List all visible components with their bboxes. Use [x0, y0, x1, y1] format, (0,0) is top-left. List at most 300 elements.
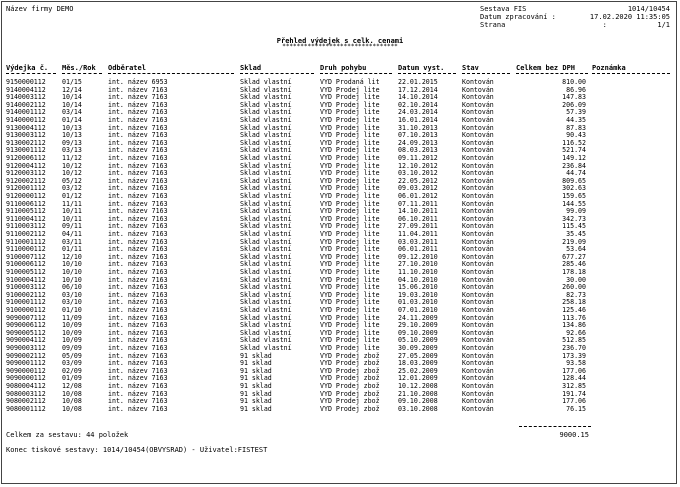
cell-vydejka: 9140002112 — [6, 100, 46, 109]
cell-datum: 24.09.2013 — [398, 138, 438, 147]
cell-datum: 18.03.2009 — [398, 359, 438, 368]
cell-datum: 25.02.2009 — [398, 366, 438, 375]
cell-celkem: 177.06 — [562, 366, 586, 375]
cell-datum: 06.01.2012 — [398, 192, 438, 200]
cell-datum: 09.12.2010 — [398, 252, 438, 261]
cell-datum: 15.06.2010 — [398, 283, 438, 292]
report-title: Přehled výdejek s celk. cenami — [276, 37, 404, 45]
cell-celkem: 93.58 — [566, 359, 586, 368]
col-header-sklad: Sklad — [240, 64, 262, 72]
total-label: Celkem za sestavu: 44 položek — [6, 431, 129, 439]
cell-datum: 27.10.2010 — [398, 260, 438, 269]
cell-druh-pohybu: VYD Prodej lite — [320, 161, 380, 170]
cell-sklad: 91 sklad — [240, 382, 272, 390]
cell-odberatel: int. název 7163 — [108, 366, 168, 375]
cell-stav: Kontován — [462, 108, 494, 117]
page-value: : 1/1 — [602, 21, 670, 29]
cell-celkem: 144.55 — [562, 199, 586, 208]
cell-vydejka: 9100006112 — [6, 260, 46, 269]
cell-odberatel: int. název 7163 — [108, 336, 168, 345]
cell-stav: Kontován — [462, 260, 494, 269]
cell-mes-rok: 10/11 — [62, 214, 82, 223]
cell-sklad: Sklad vlastní — [240, 93, 292, 102]
cell-mes-rok: 05/09 — [62, 351, 82, 360]
cell-odberatel: int. název 7163 — [108, 222, 168, 231]
cell-mes-rok: 12/14 — [62, 85, 82, 94]
col-header-stav: Stav — [462, 64, 479, 72]
cell-vydejka: 9130001112 — [6, 146, 46, 155]
cell-mes-rok: 10/10 — [62, 268, 82, 276]
cell-datum: 24.03.2014 — [398, 108, 438, 117]
cell-celkem: 236.70 — [562, 344, 586, 352]
cell-stav: Kontován — [462, 230, 494, 238]
cell-odberatel: int. název 7163 — [108, 351, 168, 360]
cell-sklad: 91 sklad — [240, 366, 272, 375]
cell-vydejka: 9140001112 — [6, 108, 46, 117]
cell-datum: 24.11.2009 — [398, 313, 438, 322]
cell-druh-pohybu: VYD Prodej lite — [320, 108, 380, 117]
cell-sklad: Sklad vlastní — [240, 328, 292, 337]
cell-celkem: 809.65 — [562, 176, 586, 185]
cell-sklad: Sklad vlastní — [240, 131, 292, 140]
cell-stav: Kontován — [462, 397, 494, 406]
cell-sklad: Sklad vlastní — [240, 298, 292, 307]
cell-celkem: 258.18 — [562, 298, 586, 307]
cell-druh-pohybu: VYD Prodej lite — [320, 313, 380, 322]
cell-druh-pohybu: VYD Prodej lite — [320, 321, 380, 330]
cell-sklad: Sklad vlastní — [240, 199, 292, 208]
cell-celkem: 90.43 — [566, 131, 586, 140]
cell-druh-pohybu: VYD Prodej lite — [320, 192, 380, 200]
cell-stav: Kontován — [462, 78, 494, 86]
cell-datum: 27.05.2009 — [398, 351, 438, 360]
cell-stav: Kontován — [462, 138, 494, 147]
cell-mes-rok: 10/10 — [62, 275, 82, 284]
cell-mes-rok: 05/12 — [62, 176, 82, 185]
cell-sklad: 91 sklad — [240, 404, 272, 413]
header-rule — [516, 73, 588, 74]
cell-druh-pohybu: VYD Prodej zbož — [320, 404, 380, 413]
cell-sklad: Sklad vlastní — [240, 245, 292, 254]
cell-datum: 22.05.2012 — [398, 176, 438, 185]
processing-date-label: Datum zpracování : — [480, 13, 556, 21]
cell-sklad: Sklad vlastní — [240, 290, 292, 299]
cell-druh-pohybu: VYD Prodej lite — [320, 169, 380, 178]
cell-vydejka: 9110003112 — [6, 222, 46, 231]
cell-odberatel: int. název 7163 — [108, 176, 168, 185]
cell-celkem: 177.06 — [562, 397, 586, 406]
cell-stav: Kontován — [462, 116, 494, 124]
cell-odberatel: int. název 7163 — [108, 268, 168, 276]
cell-druh-pohybu: VYD Prodej lite — [320, 176, 380, 185]
cell-celkem: 236.84 — [562, 161, 586, 170]
cell-druh-pohybu: VYD Prodej zbož — [320, 382, 380, 390]
col-header-odberatel: Odběratel — [108, 64, 146, 72]
cell-celkem: 44.74 — [566, 169, 586, 178]
cell-datum: 03.10.2008 — [398, 404, 438, 413]
cell-sklad: Sklad vlastní — [240, 306, 292, 314]
cell-mes-rok: 12/08 — [62, 382, 82, 390]
cell-odberatel: int. název 7163 — [108, 374, 168, 383]
cell-celkem: 302.63 — [562, 184, 586, 193]
cell-vydejka: 9100005112 — [6, 268, 46, 276]
cell-celkem: 113.76 — [562, 313, 586, 322]
cell-stav: Kontován — [462, 321, 494, 330]
cell-stav: Kontován — [462, 184, 494, 193]
cell-vydejka: 9090006112 — [6, 321, 46, 330]
cell-vydejka: 9140004112 — [6, 85, 46, 94]
cell-datum: 14.10.2014 — [398, 93, 438, 102]
cell-druh-pohybu: VYD Prodej lite — [320, 336, 380, 345]
total-value: 9000.15 — [559, 431, 589, 439]
cell-celkem: 173.39 — [562, 351, 586, 360]
cell-celkem: 512.85 — [562, 336, 586, 345]
cell-datum: 09.11.2012 — [398, 154, 438, 162]
cell-druh-pohybu: VYD Prodej lite — [320, 123, 380, 132]
cell-celkem: 178.18 — [562, 268, 586, 276]
cell-odberatel: int. název 7163 — [108, 245, 168, 254]
cell-odberatel: int. název 7163 — [108, 85, 168, 94]
cell-datum: 27.09.2011 — [398, 222, 438, 231]
cell-stav: Kontován — [462, 351, 494, 360]
cell-sklad: Sklad vlastní — [240, 116, 292, 124]
cell-vydejka: 9100002112 — [6, 290, 46, 299]
cell-druh-pohybu: VYD Prodej lite — [320, 306, 380, 314]
cell-stav: Kontován — [462, 222, 494, 231]
cell-druh-pohybu: VYD Prodej zbož — [320, 359, 380, 368]
col-header-poznamka: Poznámka — [592, 64, 626, 72]
cell-odberatel: int. název 7163 — [108, 389, 168, 398]
company-name: Název firmy DEMO — [6, 5, 74, 13]
cell-odberatel: int. název 7163 — [108, 359, 168, 368]
cell-stav: Kontován — [462, 366, 494, 375]
cell-celkem: 147.83 — [562, 93, 586, 102]
cell-mes-rok: 10/11 — [62, 207, 82, 216]
cell-celkem: 312.85 — [562, 382, 586, 390]
cell-odberatel: int. název 6953 — [108, 78, 168, 86]
cell-vydejka: 9100007112 — [6, 252, 46, 261]
cell-vydejka: 9090004112 — [6, 336, 46, 345]
cell-sklad: Sklad vlastní — [240, 176, 292, 185]
cell-odberatel: int. název 7163 — [108, 192, 168, 200]
cell-mes-rok: 01/14 — [62, 116, 82, 124]
cell-druh-pohybu: VYD Prodej lite — [320, 290, 380, 299]
cell-celkem: 76.15 — [566, 404, 586, 413]
cell-vydejka: 9150000112 — [6, 78, 46, 86]
cell-odberatel: int. název 7163 — [108, 93, 168, 102]
cell-sklad: Sklad vlastní — [240, 313, 292, 322]
cell-odberatel: int. název 7163 — [108, 237, 168, 246]
cell-datum: 16.01.2014 — [398, 116, 438, 124]
cell-celkem: 82.73 — [566, 290, 586, 299]
cell-stav: Kontován — [462, 123, 494, 132]
cell-vydejka: 9120001112 — [6, 184, 46, 193]
cell-druh-pohybu: VYD Prodej lite — [320, 252, 380, 261]
cell-datum: 30.09.2009 — [398, 344, 438, 352]
cell-vydejka: 9110002112 — [6, 230, 46, 238]
cell-datum: 07.10.2013 — [398, 131, 438, 140]
cell-mes-rok: 04/11 — [62, 230, 82, 238]
cell-odberatel: int. název 7163 — [108, 100, 168, 109]
cell-celkem: 57.39 — [566, 108, 586, 117]
col-header-mes-rok: Měs./Rok — [62, 64, 96, 72]
cell-vydejka: 9130004112 — [6, 123, 46, 132]
cell-celkem: 125.46 — [562, 306, 586, 314]
cell-sklad: Sklad vlastní — [240, 336, 292, 345]
cell-odberatel: int. název 7163 — [108, 146, 168, 155]
cell-druh-pohybu: VYD Prodej zbož — [320, 389, 380, 398]
cell-celkem: 219.09 — [562, 237, 586, 246]
cell-vydejka: 9100001112 — [6, 298, 46, 307]
cell-odberatel: int. název 7163 — [108, 131, 168, 140]
col-header-druh-pohybu: Druh pohybu — [320, 64, 367, 72]
cell-druh-pohybu: VYD Prodej lite — [320, 275, 380, 284]
cell-mes-rok: 10/08 — [62, 389, 82, 398]
cell-vydejka: 9090002112 — [6, 351, 46, 360]
col-header-datum: Datum vyst. — [398, 64, 445, 72]
cell-odberatel: int. název 7163 — [108, 116, 168, 124]
cell-mes-rok: 09/13 — [62, 138, 82, 147]
cell-datum: 09.10.2008 — [398, 397, 438, 406]
cell-sklad: Sklad vlastní — [240, 108, 292, 117]
cell-datum: 07.01.2010 — [398, 306, 438, 314]
cell-mes-rok: 09/09 — [62, 344, 82, 352]
cell-mes-rok: 11/11 — [62, 199, 82, 208]
cell-odberatel: int. název 7163 — [108, 275, 168, 284]
cell-sklad: Sklad vlastní — [240, 260, 292, 269]
cell-sklad: Sklad vlastní — [240, 161, 292, 170]
cell-sklad: 91 sklad — [240, 374, 272, 383]
cell-stav: Kontován — [462, 313, 494, 322]
cell-datum: 14.10.2011 — [398, 207, 438, 216]
cell-odberatel: int. název 7163 — [108, 154, 168, 162]
cell-stav: Kontován — [462, 199, 494, 208]
cell-vydejka: 9120002112 — [6, 176, 46, 185]
cell-datum: 06.01.2011 — [398, 245, 438, 254]
cell-mes-rok: 09/11 — [62, 222, 82, 231]
cell-odberatel: int. název 7163 — [108, 344, 168, 352]
cell-celkem: 149.12 — [562, 154, 586, 162]
cell-mes-rok: 03/10 — [62, 290, 82, 299]
cell-vydejka: 9080004112 — [6, 382, 46, 390]
cell-sklad: Sklad vlastní — [240, 275, 292, 284]
header-rule — [62, 73, 102, 74]
cell-stav: Kontován — [462, 382, 494, 390]
cell-stav: Kontován — [462, 237, 494, 246]
cell-vydejka: 9080001112 — [6, 404, 46, 413]
cell-vydejka: 9090003112 — [6, 344, 46, 352]
cell-druh-pohybu: VYD Prodej lite — [320, 214, 380, 223]
cell-datum: 21.10.2008 — [398, 389, 438, 398]
cell-druh-pohybu: VYD Prodej lite — [320, 154, 380, 162]
report-id-label: Sestava FIS — [480, 5, 527, 13]
cell-odberatel: int. název 7163 — [108, 328, 168, 337]
cell-sklad: Sklad vlastní — [240, 138, 292, 147]
cell-celkem: 260.00 — [562, 283, 586, 292]
cell-odberatel: int. název 7163 — [108, 306, 168, 314]
cell-sklad: Sklad vlastní — [240, 283, 292, 292]
cell-druh-pohybu: VYD Prodej lite — [320, 222, 380, 231]
cell-druh-pohybu: VYD Prodej lite — [320, 100, 380, 109]
cell-stav: Kontován — [462, 336, 494, 345]
cell-mes-rok: 10/08 — [62, 404, 82, 413]
cell-odberatel: int. název 7163 — [108, 260, 168, 269]
cell-sklad: 91 sklad — [240, 359, 272, 368]
cell-odberatel: int. název 7163 — [108, 313, 168, 322]
cell-stav: Kontován — [462, 275, 494, 284]
cell-sklad: Sklad vlastní — [240, 268, 292, 276]
header-rule — [462, 73, 510, 74]
cell-mes-rok: 01/09 — [62, 374, 82, 383]
cell-stav: Kontován — [462, 207, 494, 216]
cell-sklad: 91 sklad — [240, 351, 272, 360]
cell-sklad: Sklad vlastní — [240, 146, 292, 155]
header-rule — [398, 73, 456, 74]
cell-celkem: 30.00 — [566, 275, 586, 284]
cell-datum: 29.10.2009 — [398, 321, 438, 330]
cell-mes-rok: 01/10 — [62, 306, 82, 314]
cell-mes-rok: 01/12 — [62, 192, 82, 200]
cell-datum: 11.10.2010 — [398, 268, 438, 276]
cell-datum: 05.10.2009 — [398, 336, 438, 345]
cell-stav: Kontován — [462, 404, 494, 413]
cell-vydejka: 9120003112 — [6, 169, 46, 178]
cell-vydejka: 9100004112 — [6, 275, 46, 284]
cell-stav: Kontován — [462, 169, 494, 178]
cell-datum: 03.10.2012 — [398, 169, 438, 178]
cell-odberatel: int. název 7163 — [108, 397, 168, 406]
cell-vydejka: 9120004112 — [6, 161, 46, 170]
cell-mes-rok: 11/09 — [62, 313, 82, 322]
cell-mes-rok: 03/09 — [62, 359, 82, 368]
cell-celkem: 206.09 — [562, 100, 586, 109]
cell-celkem: 53.64 — [566, 245, 586, 254]
cell-celkem: 128.44 — [562, 374, 586, 383]
cell-druh-pohybu: VYD Prodej lite — [320, 298, 380, 307]
cell-datum: 17.12.2014 — [398, 85, 438, 94]
cell-celkem: 92.66 — [566, 328, 586, 337]
cell-druh-pohybu: VYD Prodej lite — [320, 138, 380, 147]
cell-odberatel: int. název 7163 — [108, 108, 168, 117]
cell-druh-pohybu: VYD Prodej lite — [320, 207, 380, 216]
cell-odberatel: int. název 7163 — [108, 161, 168, 170]
cell-datum: 10.12.2008 — [398, 382, 438, 390]
cell-druh-pohybu: VYD Prodej zbož — [320, 397, 380, 406]
cell-mes-rok: 03/14 — [62, 108, 82, 117]
cell-stav: Kontován — [462, 283, 494, 292]
cell-mes-rok: 06/10 — [62, 283, 82, 292]
header-rule — [320, 73, 392, 74]
cell-mes-rok: 03/12 — [62, 184, 82, 193]
cell-vydejka: 9140000112 — [6, 116, 46, 124]
col-header-celkem: Celkem bez DPH — [516, 64, 576, 72]
cell-mes-rok: 02/09 — [62, 366, 82, 375]
cell-celkem: 87.83 — [566, 123, 586, 132]
cell-sklad: Sklad vlastní — [240, 237, 292, 246]
cell-mes-rok: 03/10 — [62, 298, 82, 307]
cell-stav: Kontován — [462, 328, 494, 337]
cell-mes-rok: 10/09 — [62, 336, 82, 345]
cell-sklad: Sklad vlastní — [240, 252, 292, 261]
cell-datum: 09.03.2012 — [398, 184, 438, 193]
cell-druh-pohybu: VYD Prodej lite — [320, 237, 380, 246]
cell-vydejka: 9110000112 — [6, 245, 46, 254]
cell-stav: Kontován — [462, 214, 494, 223]
cell-stav: Kontován — [462, 85, 494, 94]
cell-datum: 04.10.2010 — [398, 275, 438, 284]
cell-druh-pohybu: VYD Prodej zbož — [320, 366, 380, 375]
cell-druh-pohybu: VYD Prodej lite — [320, 328, 380, 337]
cell-datum: 12.01.2009 — [398, 374, 438, 383]
cell-sklad: Sklad vlastní — [240, 123, 292, 132]
cell-mes-rok: 11/12 — [62, 154, 82, 162]
cell-vydejka: 9110005112 — [6, 207, 46, 216]
total-rule — [519, 426, 591, 427]
cell-odberatel: int. název 7163 — [108, 382, 168, 390]
cell-odberatel: int. název 7163 — [108, 184, 168, 193]
cell-mes-rok: 12/10 — [62, 252, 82, 261]
cell-mes-rok: 03/11 — [62, 237, 82, 246]
cell-stav: Kontován — [462, 268, 494, 276]
cell-vydejka: 9100000112 — [6, 306, 46, 314]
cell-datum: 12.10.2012 — [398, 161, 438, 170]
cell-vydejka: 9090001112 — [6, 359, 46, 368]
cell-odberatel: int. název 7163 — [108, 138, 168, 147]
cell-vydejka: 9120006112 — [6, 154, 46, 162]
cell-mes-rok: 10/12 — [62, 161, 82, 170]
cell-vydejka: 9130002112 — [6, 138, 46, 147]
cell-stav: Kontován — [462, 252, 494, 261]
cell-stav: Kontován — [462, 100, 494, 109]
cell-mes-rok: 10/14 — [62, 100, 82, 109]
cell-vydejka: 9110004112 — [6, 214, 46, 223]
cell-celkem: 191.74 — [562, 389, 586, 398]
col-header-vydejka: Výdejka č. — [6, 64, 49, 72]
cell-mes-rok: 10/14 — [62, 93, 82, 102]
end-of-report-line: Konec tiskové sestavy: 1014/10454(OBVYSRAD) - Uživatel:FISTEST — [6, 446, 268, 454]
cell-mes-rok: 10/10 — [62, 260, 82, 269]
cell-datum: 07.11.2011 — [398, 199, 438, 208]
cell-mes-rok: 10/09 — [62, 321, 82, 330]
cell-sklad: 91 sklad — [240, 389, 272, 398]
cell-odberatel: int. název 7163 — [108, 169, 168, 178]
cell-celkem: 86.96 — [566, 85, 586, 94]
cell-stav: Kontován — [462, 306, 494, 314]
cell-datum: 11.04.2011 — [398, 230, 438, 238]
report-title-underline: ******************************** — [282, 43, 398, 50]
cell-datum: 09.10.2009 — [398, 328, 438, 337]
header-rule — [6, 73, 56, 74]
cell-datum: 19.03.2010 — [398, 290, 438, 299]
cell-odberatel: int. název 7163 — [108, 214, 168, 223]
cell-vydejka: 9140003112 — [6, 93, 46, 102]
cell-vydejka: 9080002112 — [6, 397, 46, 406]
cell-odberatel: int. název 7163 — [108, 283, 168, 292]
cell-mes-rok: 10/13 — [62, 131, 82, 140]
cell-druh-pohybu: VYD Prodej lite — [320, 184, 380, 193]
cell-druh-pohybu: VYD Prodej lite — [320, 131, 380, 140]
cell-sklad: Sklad vlastní — [240, 184, 292, 193]
cell-odberatel: int. název 7163 — [108, 252, 168, 261]
cell-druh-pohybu: VYD Prodej lite — [320, 199, 380, 208]
cell-mes-rok: 10/09 — [62, 328, 82, 337]
cell-stav: Kontován — [462, 146, 494, 155]
cell-celkem: 134.86 — [562, 321, 586, 330]
cell-odberatel: int. název 7163 — [108, 290, 168, 299]
cell-sklad: Sklad vlastní — [240, 154, 292, 162]
cell-celkem: 44.35 — [566, 116, 586, 124]
cell-stav: Kontován — [462, 389, 494, 398]
